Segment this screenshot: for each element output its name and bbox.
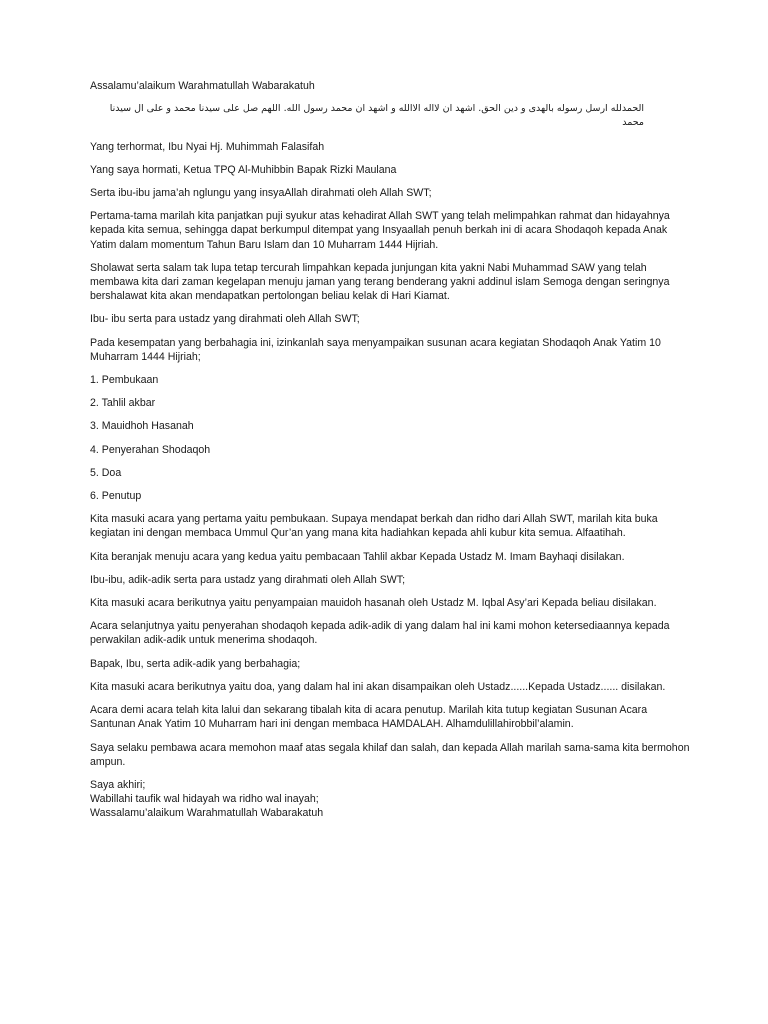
closing-line: Wassalamu’alaikum Warahmatullah Wabarakatuh bbox=[90, 807, 324, 820]
closing-line: Saya akhiri; bbox=[90, 778, 146, 791]
agenda-item: 4. Penyerahan Shodaqoh bbox=[90, 443, 211, 456]
agenda-paragraph-6: Acara demi acara telah kita lalui dan sekarang tibalah kita di acara penutup. Marilah kita tutup kegiatan Susunan Acara Santunan Anak Yatim 10 Muharram hari ini dengan membaca HAMDALAH. Alhamdulillahirobbil’alamin. bbox=[90, 704, 648, 731]
document-body bbox=[90, 79, 690, 830]
address-line-1: Ibu- ibu serta para ustadz yang dirahmati oleh Allah SWT; bbox=[90, 313, 360, 326]
honor-line-3: Serta ibu-ibu jama’ah nglungu yang insyaAllah dirahmati oleh Allah SWT; bbox=[90, 187, 432, 200]
agenda-paragraph-5: Kita masuki acara berikutnya yaitu doa, yang dalam hal ini akan disampaikan oleh Ustadz......Kepada Ustadz...... disilakan. bbox=[90, 680, 666, 693]
closing-block bbox=[90, 778, 690, 821]
apology-paragraph: Saya selaku pembawa acara memohon maaf atas segala khilaf dan salah, dan kepada Allah marilah sama-sama kita bermohon ampun. bbox=[90, 741, 690, 768]
greeting: Assalamu’alaikum Warahmatullah Wabarakatuh bbox=[90, 80, 315, 92]
agenda-item: 1. Pembukaan bbox=[90, 374, 159, 387]
opening-paragraph-2: Sholawat serta salam tak lupa tetap tercurah limpahkan kepada junjungan kita yakni Nabi Muhammad SAW yang telah membawa kita dari zaman kegelapan menuju jaman yang terang benderang yakni addinul islam Semoga dengan seringnya bershalawat kita akan mendapatkan pertolongan beliau kelak di Hari Kiamat. bbox=[90, 261, 670, 303]
arabic-opening-line: الحمدلله ارسل رسوله بالهدى و دين الحق. اشهد ان لااله الاالله و اشهد ان محمد رسول الله. اللهم صل على سيدنا محمد و على ال سيدنا محمد bbox=[109, 103, 644, 129]
closing-line: Wabillahi taufik wal hidayah wa ridho wal inayah; bbox=[90, 793, 319, 806]
agenda-item: 6. Penutup bbox=[90, 490, 142, 503]
agenda-item: 3. Mauidhoh Hasanah bbox=[90, 420, 194, 433]
honor-line-2: Yang saya hormati, Ketua TPQ Al-Muhibbin Bapak Rizki Maulana bbox=[90, 163, 397, 176]
address-line-3: Bapak, Ibu, serta adik-adik yang berbahagia; bbox=[90, 657, 301, 670]
agenda-intro: Pada kesempatan yang berbahagia ini, izinkanlah saya menyampaikan susunan acara kegiatan Shodaqoh Anak Yatim 10 Muharram 1444 Hijriah; bbox=[90, 336, 661, 363]
agenda-paragraph-1: Kita masuki acara yang pertama yaitu pembukaan. Supaya mendapat berkah dan ridho dari Allah SWT, marilah kita buka kegiatan ini dengan membaca Ummul Qur’an yang mana kita hadiahkan kepada ahli kubur kita semua. Alfaatihah. bbox=[90, 513, 658, 540]
agenda-paragraph-3: Kita masuki acara berikutnya yaitu penyampaian mauidoh hasanah oleh Ustadz M. Iqbal Asy’ari Kepada beliau disilakan. bbox=[90, 597, 657, 610]
opening-paragraph-1: Pertama-tama marilah kita panjatkan puji syukur atas kehadirat Allah SWT yang telah melimpahkan rahmat dan hidayahnya kepada kita semua, sehingga dapat berkumpul ditempat yang Insyaallah penuh berkah ini di acara Shodaqoh kepada Anak Yatim dalam momentum Tahun Baru Islam dan 10 Muharram 1444 Hijriah. bbox=[90, 210, 670, 251]
agenda-item: 2. Tahlil akbar bbox=[90, 397, 156, 410]
honor-line-1: Yang terhormat, Ibu Nyai Hj. Muhimmah Falasifah bbox=[90, 140, 325, 153]
agenda-item: 5. Doa bbox=[90, 466, 122, 479]
agenda-list bbox=[90, 373, 690, 503]
address-line-2: Ibu-ibu, adik-adik serta para ustadz yang dirahmati oleh Allah SWT; bbox=[90, 573, 406, 586]
agenda-paragraph-2: Kita beranjak menuju acara yang kedua yaitu pembacaan Tahlil akbar Kepada Ustadz M. Imam Bayhaqi disilakan. bbox=[90, 550, 625, 563]
agenda-paragraph-4: Acara selanjutnya yaitu penyerahan shodaqoh kepada adik-adik di yang dalam hal ini kami mohon ketersediaannya kepada perwakilan adik-adik untuk menerima shodaqoh. bbox=[90, 620, 670, 647]
